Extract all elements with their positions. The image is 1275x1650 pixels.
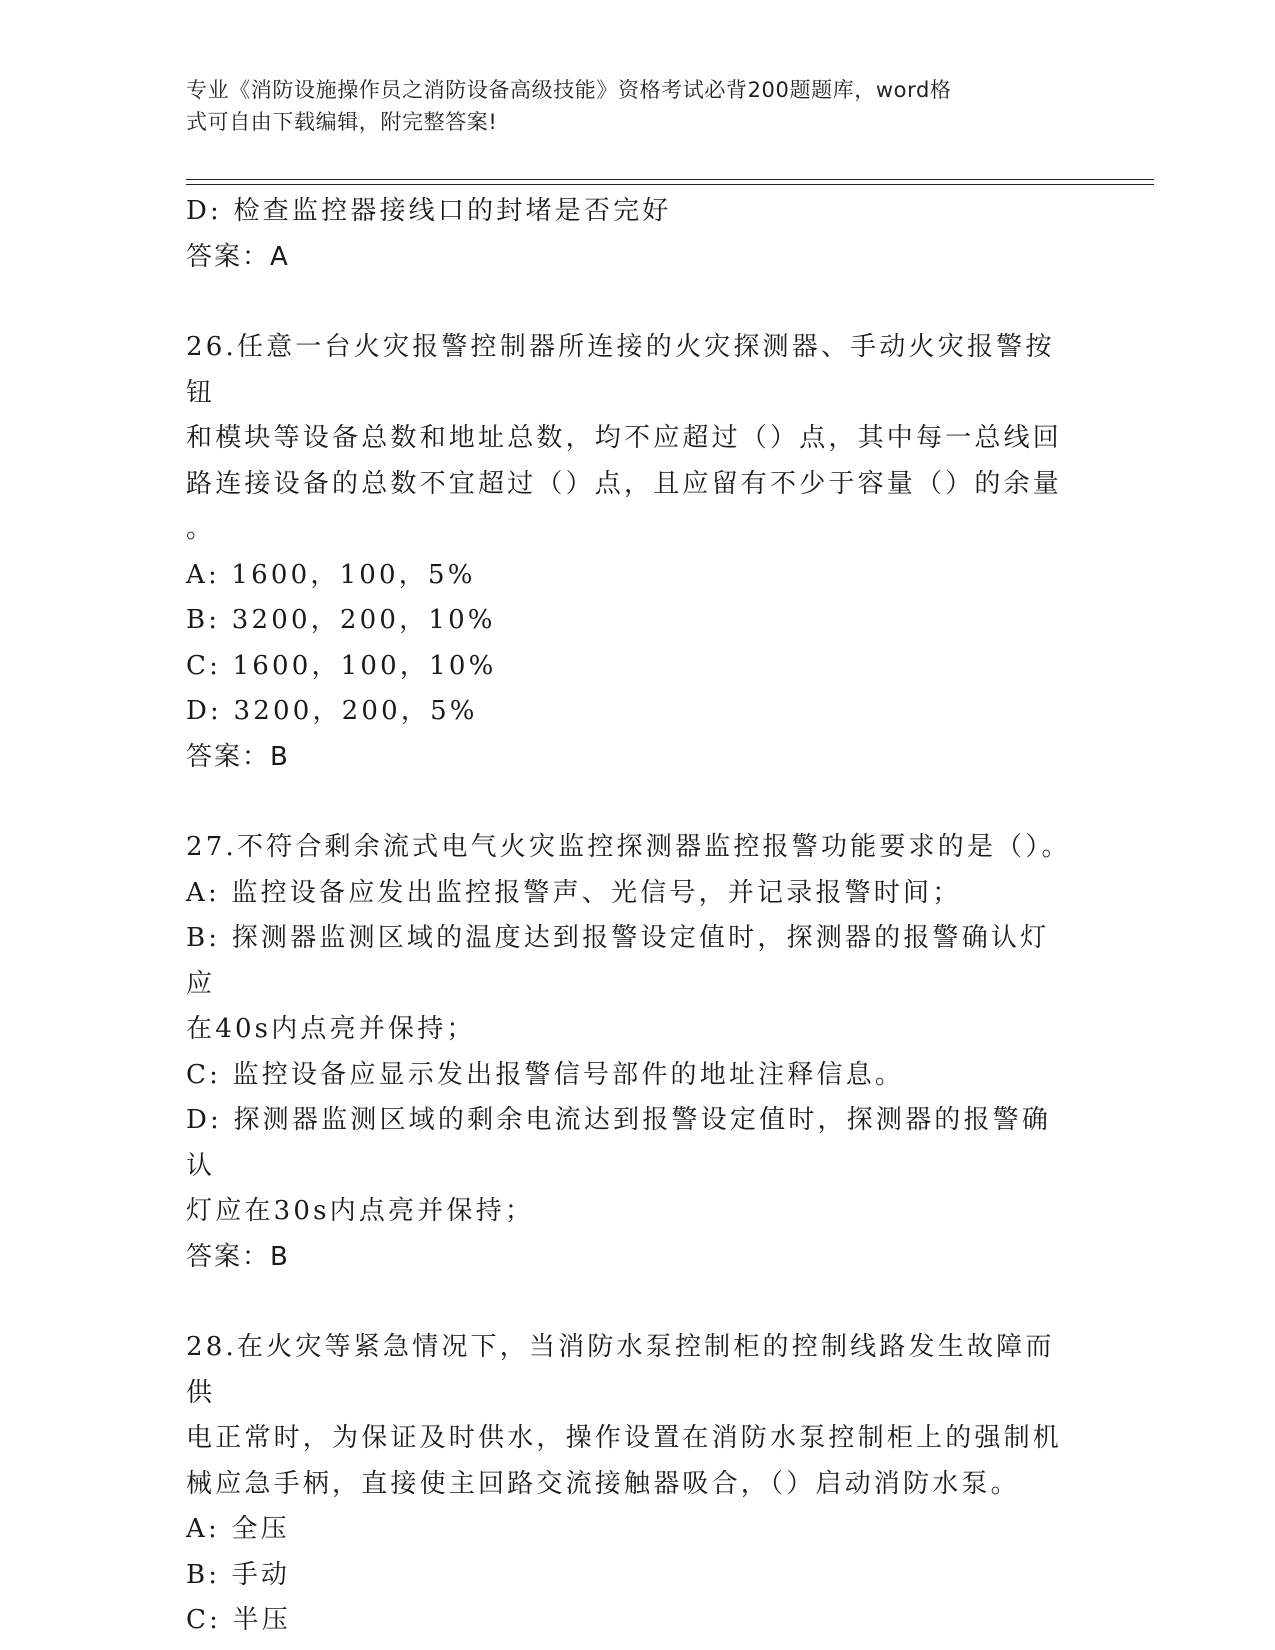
question-stem-line: 。: [186, 514, 216, 544]
question-stem-line: 26.任意一台火灾报警控制器所连接的火灾探测器、手动火灾报警按钮: [186, 332, 1055, 408]
option-b: B: 手动: [186, 1559, 291, 1590]
option-d: D: 检查监控器接线口的封堵是否完好: [186, 196, 672, 226]
option-c: C: 半压: [186, 1605, 291, 1635]
question-stem-line: 和模块等设备总数和地址总数，均不应超过（）点，其中每一总线回: [186, 423, 1063, 453]
question-stem-line: 27.不符合剩余流式电气火灾监控探测器监控报警功能要求的是（）。: [186, 832, 1071, 862]
question-27: [186, 825, 1076, 1280]
answer-line: 答案：B: [186, 741, 290, 772]
header-title-line2: 式可自由下载编辑，附完整答案!: [186, 110, 498, 134]
option-a: A: 监控设备应发出监控报警声、光信号，并记录报警时间；: [186, 877, 962, 908]
option-a: A: 全压: [186, 1514, 290, 1544]
question-stem-line: 电正常时，为保证及时供水，操作设置在消防水泵控制柜上的强制机: [186, 1423, 1063, 1453]
option-b: B: 探测器监测区域的温度达到报警设定值时，探测器的报警确认灯应: [186, 923, 1050, 999]
option-b: B: 3200，200，10%: [186, 605, 496, 635]
option-c: C: 1600，100，10%: [186, 650, 497, 681]
header-title-line1: 专业《消防设施操作员之消防设备高级技能》资格考试必背200题题库，word格: [186, 78, 952, 102]
header-divider-bottom: [186, 184, 1154, 185]
option-d: D: 探测器监测区域的剩余电流达到报警设定值时，探测器的报警确认: [186, 1105, 1052, 1181]
header-divider-top: [186, 179, 1154, 180]
answer-line: 答案：A: [186, 241, 290, 272]
option-a: A: 1600，100，5%: [186, 559, 476, 590]
document-header: [186, 74, 1066, 138]
option-d-continued: 灯应在30s内点亮并保持；: [186, 1196, 535, 1226]
option-c: C: 监控设备应显示发出报警信号部件的地址注释信息。: [186, 1059, 905, 1090]
question-stem-line: 路连接设备的总数不宜超过（）点，且应留有不少于容量（）的余量: [186, 468, 1063, 499]
previous-question-tail: [186, 189, 1076, 280]
answer-line: 答案：B: [186, 1241, 290, 1272]
question-26: [186, 325, 1076, 780]
question-stem-line: 28.在火灾等紧急情况下，当消防水泵控制柜的控制线路发生故障而供: [186, 1332, 1055, 1408]
option-b-continued: 在40s内点亮并保持；: [186, 1014, 476, 1044]
question-stem-line: 械应急手柄，直接使主回路交流接触器吸合，（）启动消防水泵。: [186, 1468, 1020, 1499]
option-d: D: 3200，200，5%: [186, 696, 478, 726]
question-content: [186, 189, 1076, 1644]
question-28: [186, 1325, 1076, 1644]
